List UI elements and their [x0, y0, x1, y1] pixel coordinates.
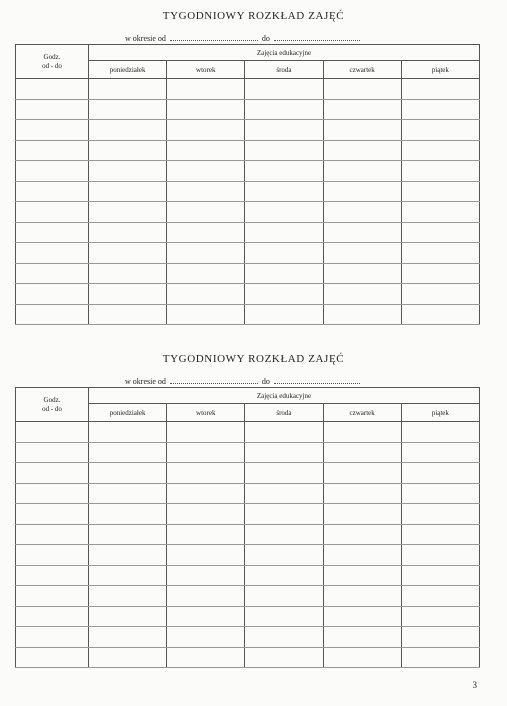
lesson-cell[interactable]: [401, 545, 479, 566]
lesson-cell[interactable]: [89, 263, 167, 284]
lesson-cell[interactable]: [401, 284, 479, 305]
hours-cell[interactable]: [16, 79, 89, 100]
lesson-cell[interactable]: [167, 586, 245, 607]
lesson-cell[interactable]: [167, 627, 245, 648]
lesson-cell[interactable]: [89, 483, 167, 504]
table-row: [16, 586, 480, 607]
hours-cell[interactable]: [16, 202, 89, 223]
table-row: [16, 422, 480, 443]
lesson-cell[interactable]: [401, 606, 479, 627]
lesson-cell[interactable]: [167, 647, 245, 668]
lesson-cell[interactable]: [245, 606, 323, 627]
day-header: poniedziałek: [89, 404, 167, 422]
hours-cell[interactable]: [16, 463, 89, 484]
lesson-cell[interactable]: [89, 161, 167, 182]
lesson-cell[interactable]: [89, 99, 167, 120]
lesson-cell[interactable]: [167, 463, 245, 484]
table-row: [16, 565, 480, 586]
table-row: [16, 545, 480, 566]
lesson-cell[interactable]: [401, 627, 479, 648]
table-row: [16, 284, 480, 305]
lesson-cell[interactable]: [89, 140, 167, 161]
table-row: [16, 202, 480, 223]
group-header: Zajęcia edukacyjne: [89, 45, 480, 61]
lesson-cell[interactable]: [89, 284, 167, 305]
period-from-field[interactable]: [170, 376, 258, 384]
lesson-cell[interactable]: [167, 243, 245, 264]
hours-cell[interactable]: [16, 524, 89, 545]
schedule-title: TYGODNIOWY ROZKŁAD ZAJĘĆ: [162, 10, 345, 22]
lesson-cell[interactable]: [323, 140, 401, 161]
hours-cell[interactable]: [16, 263, 89, 284]
hours-cell[interactable]: [16, 140, 89, 161]
lesson-cell[interactable]: [167, 483, 245, 504]
lesson-cell[interactable]: [401, 222, 479, 243]
table-row: [16, 606, 480, 627]
lesson-cell[interactable]: [401, 422, 479, 443]
lesson-cell[interactable]: [89, 181, 167, 202]
day-header: wtorek: [167, 404, 245, 422]
day-header: piątek: [401, 404, 479, 422]
table-row: [16, 463, 480, 484]
lesson-cell[interactable]: [167, 504, 245, 525]
hours-cell[interactable]: [16, 243, 89, 264]
lesson-cell[interactable]: [245, 161, 323, 182]
lesson-cell[interactable]: [167, 284, 245, 305]
lesson-cell[interactable]: [245, 120, 323, 141]
lesson-cell[interactable]: [323, 120, 401, 141]
hours-header: Godz. od - do: [16, 388, 89, 422]
table-row: [16, 99, 480, 120]
period-mid: do: [261, 377, 270, 386]
table-row: [16, 222, 480, 243]
lesson-cell[interactable]: [323, 263, 401, 284]
lesson-cell[interactable]: [89, 120, 167, 141]
lesson-cell[interactable]: [89, 79, 167, 100]
lesson-cell[interactable]: [245, 222, 323, 243]
lesson-cell[interactable]: [323, 627, 401, 648]
table-row: [16, 524, 480, 545]
period-mid: do: [261, 34, 270, 43]
lesson-cell[interactable]: [401, 181, 479, 202]
lesson-cell[interactable]: [245, 442, 323, 463]
lesson-cell[interactable]: [167, 524, 245, 545]
lesson-cell[interactable]: [245, 99, 323, 120]
table-row: [16, 181, 480, 202]
table-row: [16, 120, 480, 141]
lesson-cell[interactable]: [245, 627, 323, 648]
lesson-cell[interactable]: [401, 120, 479, 141]
table-row: [16, 647, 480, 668]
lesson-cell[interactable]: [401, 504, 479, 525]
lesson-cell[interactable]: [245, 647, 323, 668]
page-number: 3: [472, 680, 477, 690]
lesson-cell[interactable]: [245, 504, 323, 525]
lesson-cell[interactable]: [89, 504, 167, 525]
lesson-cell[interactable]: [323, 504, 401, 525]
day-header: piątek: [401, 61, 479, 79]
schedule-table: [15, 44, 480, 325]
period-prefix: w okresie od: [125, 34, 166, 43]
hours-cell[interactable]: [16, 647, 89, 668]
table-row: [16, 79, 480, 100]
lesson-cell[interactable]: [89, 202, 167, 223]
lesson-cell[interactable]: [323, 422, 401, 443]
lesson-cell[interactable]: [323, 606, 401, 627]
lesson-cell[interactable]: [401, 565, 479, 586]
lesson-cell[interactable]: [167, 606, 245, 627]
lesson-cell[interactable]: [89, 647, 167, 668]
lesson-cell[interactable]: [401, 647, 479, 668]
day-header: czwartek: [323, 404, 401, 422]
lesson-cell[interactable]: [323, 442, 401, 463]
lesson-cell[interactable]: [401, 483, 479, 504]
lesson-cell[interactable]: [323, 181, 401, 202]
lesson-cell[interactable]: [245, 263, 323, 284]
lesson-cell[interactable]: [167, 304, 245, 325]
lesson-cell[interactable]: [401, 586, 479, 607]
hours-cell[interactable]: [16, 483, 89, 504]
lesson-cell[interactable]: [89, 586, 167, 607]
hours-header: Godz. od - do: [16, 45, 89, 79]
lesson-cell[interactable]: [167, 79, 245, 100]
hours-cell[interactable]: [16, 222, 89, 243]
table-row: [16, 263, 480, 284]
day-header: poniedziałek: [89, 61, 167, 79]
lesson-cell[interactable]: [245, 140, 323, 161]
hours-cell[interactable]: [16, 627, 89, 648]
day-header: środa: [245, 61, 323, 79]
lesson-cell[interactable]: [89, 222, 167, 243]
period-from-field[interactable]: [170, 33, 258, 41]
lesson-cell[interactable]: [89, 243, 167, 264]
lesson-cell[interactable]: [245, 243, 323, 264]
lesson-cell[interactable]: [401, 161, 479, 182]
group-header: Zajęcia edukacyjne: [89, 388, 480, 404]
lesson-cell[interactable]: [245, 524, 323, 545]
lesson-cell[interactable]: [89, 524, 167, 545]
hours-cell[interactable]: [16, 565, 89, 586]
lesson-cell[interactable]: [167, 263, 245, 284]
lesson-cell[interactable]: [245, 304, 323, 325]
lesson-cell[interactable]: [167, 222, 245, 243]
lesson-cell[interactable]: [401, 442, 479, 463]
lesson-cell[interactable]: [167, 422, 245, 443]
table-row: [16, 627, 480, 648]
hours-cell[interactable]: [16, 586, 89, 607]
hours-cell[interactable]: [16, 304, 89, 325]
lesson-cell[interactable]: [245, 545, 323, 566]
lesson-cell[interactable]: [323, 304, 401, 325]
lesson-cell[interactable]: [245, 565, 323, 586]
lesson-cell[interactable]: [323, 565, 401, 586]
lesson-cell[interactable]: [89, 606, 167, 627]
period-prefix: w okresie od: [125, 377, 166, 386]
lesson-cell[interactable]: [323, 79, 401, 100]
schedule-title: TYGODNIOWY ROZKŁAD ZAJĘĆ: [162, 353, 345, 365]
lesson-cell[interactable]: [401, 79, 479, 100]
table-row: [16, 304, 480, 325]
day-header: środa: [245, 404, 323, 422]
table-row: [16, 140, 480, 161]
lesson-cell[interactable]: [167, 140, 245, 161]
lesson-cell[interactable]: [89, 442, 167, 463]
lesson-cell[interactable]: [323, 647, 401, 668]
hours-cell[interactable]: [16, 181, 89, 202]
lesson-cell[interactable]: [323, 243, 401, 264]
lesson-cell[interactable]: [323, 463, 401, 484]
lesson-cell[interactable]: [323, 99, 401, 120]
lesson-cell[interactable]: [245, 79, 323, 100]
hours-cell[interactable]: [16, 442, 89, 463]
lesson-cell[interactable]: [167, 442, 245, 463]
lesson-cell[interactable]: [89, 545, 167, 566]
table-row: [16, 243, 480, 264]
lesson-cell[interactable]: [401, 140, 479, 161]
table-row: [16, 442, 480, 463]
hours-cell[interactable]: [16, 545, 89, 566]
table-row: [16, 483, 480, 504]
lesson-cell[interactable]: [167, 120, 245, 141]
lesson-cell[interactable]: [245, 284, 323, 305]
hours-cell[interactable]: [16, 161, 89, 182]
lesson-cell[interactable]: [89, 422, 167, 443]
lesson-cell[interactable]: [401, 99, 479, 120]
lesson-cell[interactable]: [323, 545, 401, 566]
lesson-cell[interactable]: [167, 161, 245, 182]
hours-cell[interactable]: [16, 504, 89, 525]
day-header: wtorek: [167, 61, 245, 79]
lesson-cell[interactable]: [323, 483, 401, 504]
lesson-cell[interactable]: [245, 202, 323, 223]
lesson-cell[interactable]: [245, 463, 323, 484]
table-row: [16, 161, 480, 182]
period-to-field[interactable]: [274, 33, 360, 41]
lesson-cell[interactable]: [323, 202, 401, 223]
hours-cell[interactable]: [16, 422, 89, 443]
lesson-cell[interactable]: [245, 422, 323, 443]
lesson-cell[interactable]: [245, 181, 323, 202]
lesson-cell[interactable]: [401, 524, 479, 545]
day-header: czwartek: [323, 61, 401, 79]
lesson-cell[interactable]: [167, 181, 245, 202]
lesson-cell[interactable]: [167, 99, 245, 120]
hours-cell[interactable]: [16, 284, 89, 305]
lesson-cell[interactable]: [167, 545, 245, 566]
lesson-cell[interactable]: [323, 586, 401, 607]
lesson-cell[interactable]: [245, 483, 323, 504]
lesson-cell[interactable]: [89, 304, 167, 325]
lesson-cell[interactable]: [245, 586, 323, 607]
lesson-cell[interactable]: [167, 202, 245, 223]
lesson-cell[interactable]: [323, 222, 401, 243]
hours-cell[interactable]: [16, 99, 89, 120]
lesson-cell[interactable]: [89, 627, 167, 648]
hours-cell[interactable]: [16, 120, 89, 141]
lesson-cell[interactable]: [167, 565, 245, 586]
lesson-cell[interactable]: [401, 202, 479, 223]
lesson-cell[interactable]: [323, 161, 401, 182]
period-line: [125, 376, 362, 386]
lesson-cell[interactable]: [401, 243, 479, 264]
lesson-cell[interactable]: [323, 524, 401, 545]
schedule-table: [15, 387, 480, 668]
lesson-cell[interactable]: [401, 263, 479, 284]
lesson-cell[interactable]: [401, 304, 479, 325]
lesson-cell[interactable]: [401, 463, 479, 484]
table-row: [16, 504, 480, 525]
period-to-field[interactable]: [274, 376, 360, 384]
lesson-cell[interactable]: [323, 284, 401, 305]
period-line: [125, 33, 362, 43]
lesson-cell[interactable]: [89, 565, 167, 586]
lesson-cell[interactable]: [89, 463, 167, 484]
hours-cell[interactable]: [16, 606, 89, 627]
